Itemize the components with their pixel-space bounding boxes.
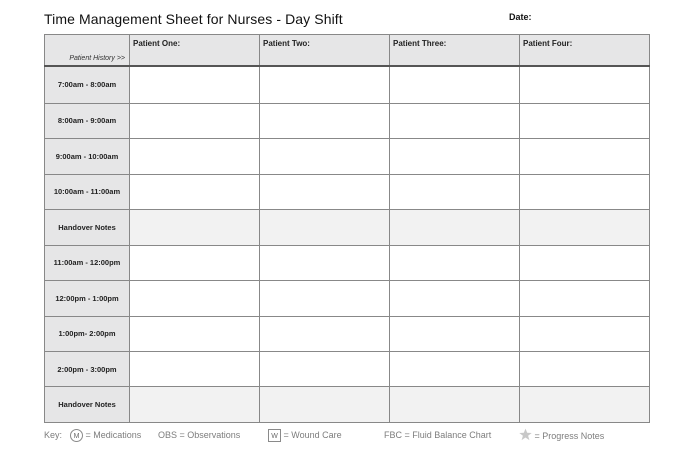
time-slot-label: 9:00am - 10:00am [45, 139, 130, 174]
handover-row [45, 387, 650, 423]
entry-cell[interactable] [260, 245, 390, 280]
entry-cell[interactable] [520, 387, 650, 423]
entry-cell[interactable] [130, 103, 260, 138]
entry-cell[interactable] [260, 139, 390, 174]
entry-cell[interactable] [390, 66, 520, 103]
medications-symbol: M [70, 429, 83, 442]
entry-cell[interactable] [260, 210, 390, 245]
entry-cell[interactable] [520, 281, 650, 316]
entry-cell[interactable] [390, 174, 520, 209]
time-slot-row [45, 245, 650, 280]
entry-cell[interactable] [520, 103, 650, 138]
patient-header [260, 35, 390, 67]
corner-cell [45, 35, 130, 67]
key-progress-notes-label: = Progress Notes [534, 430, 605, 441]
entry-cell[interactable] [130, 210, 260, 245]
time-slot-label: 11:00am - 12:00pm [45, 245, 130, 280]
date-label: Date: [509, 12, 532, 22]
time-slot-row [45, 281, 650, 316]
patient-header-label: Patient Four: [523, 39, 573, 48]
entry-cell[interactable] [260, 316, 390, 351]
wound-care-symbol: W [268, 429, 281, 442]
key-medications [70, 428, 141, 442]
patient-header-label: Patient One: [133, 39, 181, 48]
time-slot-label: 12:00pm - 1:00pm [45, 281, 130, 316]
patient-history-label: Patient History >> [69, 55, 125, 62]
time-slot-label: 10:00am - 11:00am [45, 174, 130, 209]
legend-key [44, 428, 644, 442]
entry-cell[interactable] [130, 139, 260, 174]
entry-cell[interactable] [390, 245, 520, 280]
time-slot-row [45, 103, 650, 138]
entry-cell[interactable] [260, 174, 390, 209]
time-slot-label: 7:00am - 8:00am [45, 66, 130, 103]
entry-cell[interactable] [520, 174, 650, 209]
time-slot-row [45, 316, 650, 351]
entry-cell[interactable] [520, 245, 650, 280]
key-fluid-balance: FBC = Fluid Balance Chart [384, 430, 492, 440]
time-slot-row [45, 352, 650, 387]
entry-cell[interactable] [130, 66, 260, 103]
entry-cell[interactable] [260, 387, 390, 423]
entry-cell[interactable] [390, 316, 520, 351]
entry-cell[interactable] [520, 139, 650, 174]
entry-cell[interactable] [260, 352, 390, 387]
time-slot-label: 8:00am - 9:00am [45, 103, 130, 138]
entry-cell[interactable] [130, 387, 260, 423]
entry-cell[interactable] [520, 210, 650, 245]
time-slot-label: 2:00pm - 3:00pm [45, 352, 130, 387]
table-body [45, 66, 650, 423]
key-medications-label: = Medications [85, 430, 142, 440]
key-observations: OBS = Observations [158, 430, 241, 440]
entry-cell[interactable] [390, 281, 520, 316]
entry-cell[interactable] [520, 352, 650, 387]
entry-cell[interactable] [260, 66, 390, 103]
entry-cell[interactable] [130, 352, 260, 387]
entry-cell[interactable] [260, 103, 390, 138]
time-slot-row [45, 174, 650, 209]
entry-cell[interactable] [130, 245, 260, 280]
star-icon [519, 428, 532, 445]
patient-header-label: Patient Two: [263, 39, 310, 48]
entry-cell[interactable] [390, 387, 520, 423]
handover-row [45, 210, 650, 245]
patient-header [130, 35, 260, 67]
time-slot-row [45, 139, 650, 174]
key-progress-notes [519, 428, 604, 445]
patient-header-label: Patient Three: [393, 39, 447, 48]
entry-cell[interactable] [390, 139, 520, 174]
entry-cell[interactable] [520, 66, 650, 103]
header-row [45, 35, 650, 67]
entry-cell[interactable] [130, 281, 260, 316]
entry-cell[interactable] [390, 352, 520, 387]
entry-cell[interactable] [260, 281, 390, 316]
time-slot-label: 1:00pm- 2:00pm [45, 316, 130, 351]
entry-cell[interactable] [520, 316, 650, 351]
handover-label: Handover Notes [45, 387, 130, 423]
page-title: Time Management Sheet for Nurses - Day Shift [44, 11, 343, 27]
key-wound-care-label: = Wound Care [283, 430, 342, 440]
time-management-table [44, 34, 650, 423]
entry-cell[interactable] [390, 210, 520, 245]
entry-cell[interactable] [390, 103, 520, 138]
handover-label: Handover Notes [45, 210, 130, 245]
patient-header [390, 35, 520, 67]
key-prefix: Key: [44, 430, 63, 440]
patient-header [520, 35, 650, 67]
entry-cell[interactable] [130, 174, 260, 209]
entry-cell[interactable] [130, 316, 260, 351]
time-slot-row [45, 66, 650, 103]
key-wound-care [268, 428, 342, 442]
